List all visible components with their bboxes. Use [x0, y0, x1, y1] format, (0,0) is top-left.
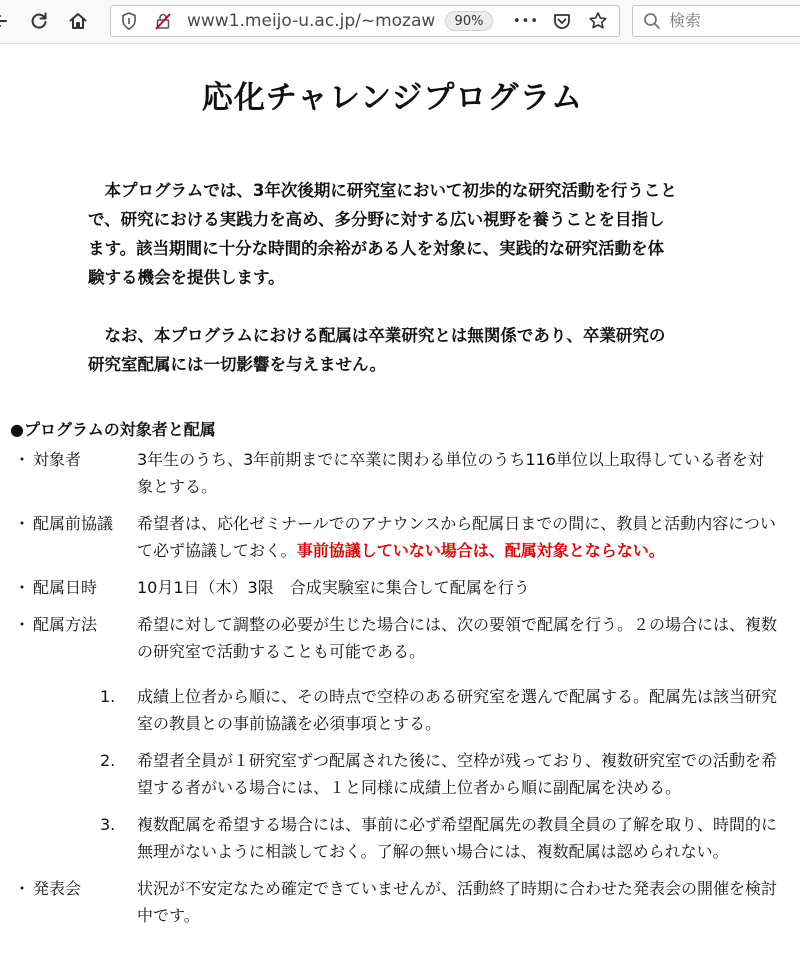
page-title: 応化チャレンジプログラム [201, 80, 584, 116]
item-term: 配属日時 [33, 578, 98, 597]
url-bar[interactable] [110, 5, 620, 37]
search-icon [641, 6, 663, 36]
step-number: 2. [100, 751, 116, 770]
bullet: ・ [14, 615, 31, 634]
page-content [0, 44, 800, 972]
bullet: ・ [14, 450, 31, 469]
item-description: 希望に対して調整の必要が生じた場合には、次の要領で配属を行う。２の場合には、複数の研究室で活動することも可能である。 [137, 615, 778, 661]
item-term: 配属方法 [33, 615, 98, 634]
step-item [100, 747, 778, 801]
step-number: 1. [100, 687, 116, 706]
step-text: 希望者全員が１研究室ずつ配属された後に、空枠が残っており、複数研究室での活動を希望する者がいる場合には、１と同様に成績上位者から順に副配属を決める。 [137, 751, 778, 797]
url-text[interactable]: www1.meijo-u.ac.jp/~mozaw [187, 11, 436, 31]
item-term: 配属前協議 [33, 514, 114, 533]
bullet: ・ [14, 879, 31, 898]
step-item [100, 683, 778, 737]
site-info-icon[interactable] [119, 6, 139, 36]
home-icon[interactable] [63, 6, 93, 36]
list-item-presentation [0, 875, 800, 929]
item-term: 発表会 [33, 879, 82, 898]
intro-paragraph: 本プログラムでは、3年次後期に研究室において初歩的な研究活動を行うことで、研究における実践力を高め、多分野に対する広い視野を養うことを目指します。該当期間に十分な時間的余裕がある人を対象に、実践的な研究活動を体験する機会を提供します。 [88, 181, 677, 287]
back-arrow-icon[interactable] [0, 6, 16, 36]
warning-text: 事前協議していない場合は、配属対象とならない。 [296, 541, 665, 560]
item-description: 状況が不安定なため確定できていませんが、活動終了時期に合わせた発表会の開催を検討中です。 [137, 879, 778, 925]
bullet: ・ [14, 514, 31, 533]
intro-paragraph: なお、本プログラムにおける配属は卒業研究とは無関係であり、卒業研究の研究室配属には一切影響を与えません。 [88, 326, 666, 374]
item-description-text: 希望者は、応化ゼミナールでのアナウンスから配属日までの間に、教員と活動内容について必ず協議しておく。 [137, 514, 776, 560]
item-description: 10月1日（木）3限 合成実験室に集合して配属を行う [137, 578, 530, 597]
search-bar[interactable] [632, 5, 800, 37]
list-item-assignment-date [0, 574, 800, 601]
zoom-level-badge[interactable]: 90% [445, 11, 493, 31]
assignment-steps [0, 683, 800, 865]
bullet: ・ [14, 578, 31, 597]
step-number: 3. [100, 815, 116, 834]
list-item-pre-consultation [0, 510, 800, 564]
bookmark-star-icon[interactable] [585, 6, 611, 36]
pocket-icon[interactable] [549, 6, 575, 36]
intro-block [88, 176, 678, 379]
item-description: 3年生のうち、3年前期までに卒業に関わる単位のうち116単位以上取得している者を対象とする。 [137, 450, 764, 496]
list-item-eligibility [0, 446, 800, 500]
insecure-connection-icon[interactable] [151, 6, 175, 36]
step-text: 複数配属を希望する場合には、事前に必ず希望配属先の教員全員の了解を取り、時間的に無理がないように相談しておく。了解の無い場合には、複数配属は認められない。 [137, 815, 778, 861]
program-details-list [0, 446, 800, 939]
step-item [100, 811, 778, 865]
section-title: ●プログラムの対象者と配属 [10, 420, 216, 439]
search-placeholder[interactable]: 検索 [669, 11, 702, 30]
list-item-assignment-method [0, 611, 800, 865]
item-description [137, 510, 777, 564]
browser-toolbar [0, 0, 800, 44]
item-term: 対象者 [33, 450, 82, 469]
reload-icon[interactable] [24, 6, 54, 36]
page-actions-icon[interactable]: ••• [513, 13, 540, 29]
step-text: 成績上位者から順に、その時点で空枠のある研究室を選んで配属する。配属先は該当研究室の教員との事前協議を必須事項とする。 [137, 687, 778, 733]
